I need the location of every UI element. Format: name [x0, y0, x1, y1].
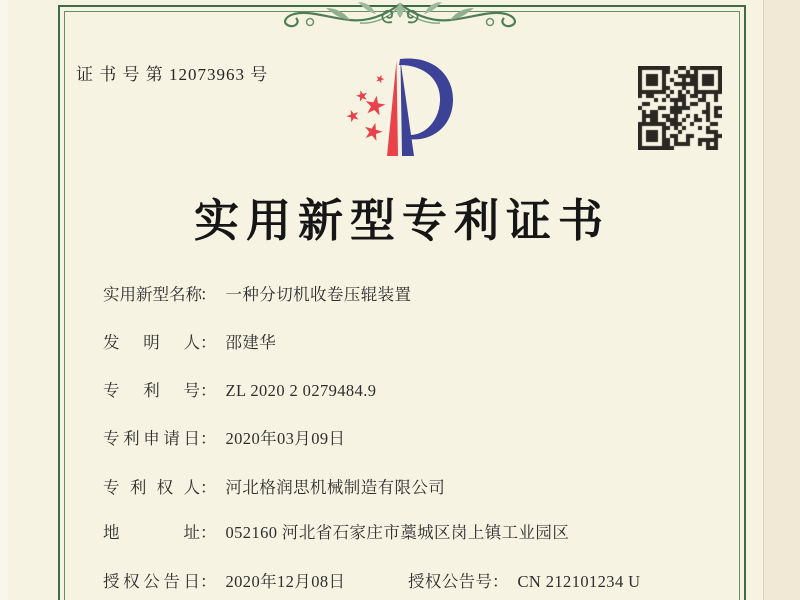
certificate-number: 证 书 号 第 12073963 号 [76, 65, 269, 84]
field-separator: ： [200, 478, 217, 497]
field-value: ZL 2020 2 0279484.9 [225, 381, 377, 400]
field-separator: ： [200, 381, 217, 400]
certificate-title: 实用新型专利证书 [193, 196, 610, 246]
field-label: 发明人 [103, 333, 200, 352]
cnipa-patent-logo-icon [330, 52, 490, 164]
field-separator: ： [200, 333, 217, 352]
field-label: 实用新型名称 [103, 285, 202, 304]
field-value: 一种分切机收卷压辊装置 [225, 285, 412, 304]
paper-left-edge [0, 0, 8, 600]
field-separator: ： [200, 572, 217, 591]
field-value: 052160 河北省石家庄市藁城区岗上镇工业园区 [225, 523, 570, 542]
field-value: 2020年03月09日 [225, 429, 346, 448]
field-row-inventor [103, 329, 276, 353]
field-label: 授权公告日 [103, 572, 200, 591]
field-row-patentee [103, 474, 445, 498]
field-separator: ： [200, 285, 217, 304]
field-separator: ： [200, 523, 217, 542]
field-row-utility-model-name [103, 281, 411, 305]
field-value: CN 212101234 U [517, 572, 641, 591]
field-label: 授权公告号 [408, 572, 492, 591]
field-value: 2020年12月08日 [225, 572, 346, 591]
field-separator: ： [492, 572, 509, 591]
field-value: 邵建华 [225, 333, 277, 352]
field-row-grant-date [103, 568, 345, 592]
field-label: 专利权人 [103, 478, 200, 497]
field-label: 地址 [103, 523, 200, 542]
field-label: 专利申请日 [103, 429, 200, 448]
field-label: 专利号 [103, 381, 200, 400]
field-row-address [103, 519, 569, 543]
qr-code [638, 66, 722, 150]
field-separator: ： [200, 429, 217, 448]
paper-right-edge [763, 0, 800, 600]
field-value: 河北格润思机械制造有限公司 [225, 478, 446, 497]
field-row-patent-number [103, 377, 376, 401]
floral-border-ornament-icon [280, 0, 520, 30]
field-row-grant-publication-number [408, 568, 640, 592]
field-row-application-date [103, 425, 345, 449]
